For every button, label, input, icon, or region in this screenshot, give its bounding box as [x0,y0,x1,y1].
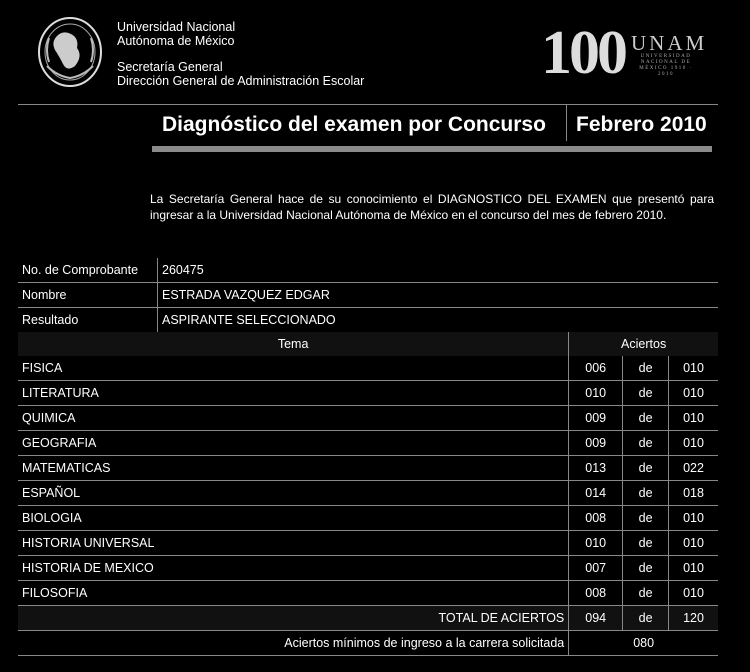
table-row [18,581,718,606]
centennial-number: 100 [541,19,625,87]
subject-of: de [623,456,669,481]
department-line1: Secretaría General [117,60,223,74]
subject-of: de [623,581,669,606]
subject-name: ESPAÑOL [18,481,569,506]
subject-total: 010 [669,531,718,556]
title-separator [566,105,567,141]
table-row [18,556,718,581]
info-row-nombre [18,283,718,308]
table-row [18,381,718,406]
subject-name: FILOSOFIA [18,581,569,606]
subject-total: 010 [669,581,718,606]
subject-correct: 008 [569,506,623,531]
subject-name: FISICA [18,356,569,381]
subject-of: de [623,506,669,531]
centennial-small-text: UNIVERSIDAD NACIONAL DE MÉXICO 1910 · 2010 [639,54,693,77]
comprobante-value: 260475 [158,258,719,283]
subject-of: de [623,556,669,581]
centennial-unam-text: UNAM [631,31,708,55]
page-title: Diagnóstico del examen por Concurso [162,113,546,136]
subject-name: BIOLOGIA [18,506,569,531]
table-row [18,506,718,531]
subject-total: 010 [669,556,718,581]
total-correct: 094 [569,606,623,631]
comprobante-label: No. de Comprobante [18,258,158,283]
total-of: de [623,606,669,631]
subject-correct: 010 [569,531,623,556]
minimum-value: 080 [569,631,718,656]
column-header-tema: Tema [18,332,569,356]
intro-paragraph: La Secretaría General hace de su conocimiento el DIAGNOSTICO DEL EXAMEN que presentó para ingresar a la Universidad Nacional Autónoma de México en el concurso del mes de febrero 2010. [150,192,714,222]
table-row [18,531,718,556]
subject-of: de [623,531,669,556]
title-underline-bar [152,146,712,152]
subject-correct: 014 [569,481,623,506]
subject-of: de [623,356,669,381]
institution-header [117,20,364,88]
nombre-value: ESTRADA VAZQUEZ EDGAR [158,283,719,308]
minimum-label: Aciertos mínimos de ingreso a la carrera solicitada [18,631,569,656]
institution-name-line1: Universidad Nacional [117,20,236,34]
applicant-info-table [18,258,718,333]
subject-correct: 007 [569,556,623,581]
resultado-value: ASPIRANTE SELECCIONADO [158,308,719,333]
subject-of: de [623,381,669,406]
column-header-aciertos: Aciertos [569,332,718,356]
minimum-row [18,631,718,656]
subject-of: de [623,431,669,456]
subject-total: 022 [669,456,718,481]
subject-total: 010 [669,381,718,406]
table-row [18,456,718,481]
subject-of: de [623,481,669,506]
header-divider [18,104,718,105]
subject-total: 010 [669,356,718,381]
info-row-resultado [18,308,718,333]
centennial-logo [541,19,708,87]
subject-total: 010 [669,431,718,456]
total-row [18,606,718,631]
subject-name: LITERATURA [18,381,569,406]
total-possible: 120 [669,606,718,631]
table-row [18,356,718,381]
subject-correct: 008 [569,581,623,606]
subject-correct: 006 [569,356,623,381]
table-row [18,406,718,431]
nombre-label: Nombre [18,283,158,308]
subject-correct: 013 [569,456,623,481]
scores-header-row [18,332,718,356]
institution-name-line2: Autónoma de México [117,34,235,48]
resultado-label: Resultado [18,308,158,333]
exam-period: Febrero 2010 [576,113,707,136]
subject-correct: 010 [569,381,623,406]
scores-table [18,332,718,656]
unam-seal-logo [37,16,103,88]
subject-name: HISTORIA UNIVERSAL [18,531,569,556]
subject-total: 018 [669,481,718,506]
subject-total: 010 [669,506,718,531]
subject-of: de [623,406,669,431]
table-row [18,481,718,506]
subject-name: MATEMATICAS [18,456,569,481]
subject-correct: 009 [569,431,623,456]
subject-total: 010 [669,406,718,431]
table-row [18,431,718,456]
info-row-comprobante [18,258,718,283]
subject-correct: 009 [569,406,623,431]
subject-name: QUIMICA [18,406,569,431]
department-line2: Dirección General de Administración Escolar [117,74,365,88]
subject-name: HISTORIA DE MEXICO [18,556,569,581]
total-label: TOTAL DE ACIERTOS [18,606,569,631]
subject-name: GEOGRAFIA [18,431,569,456]
